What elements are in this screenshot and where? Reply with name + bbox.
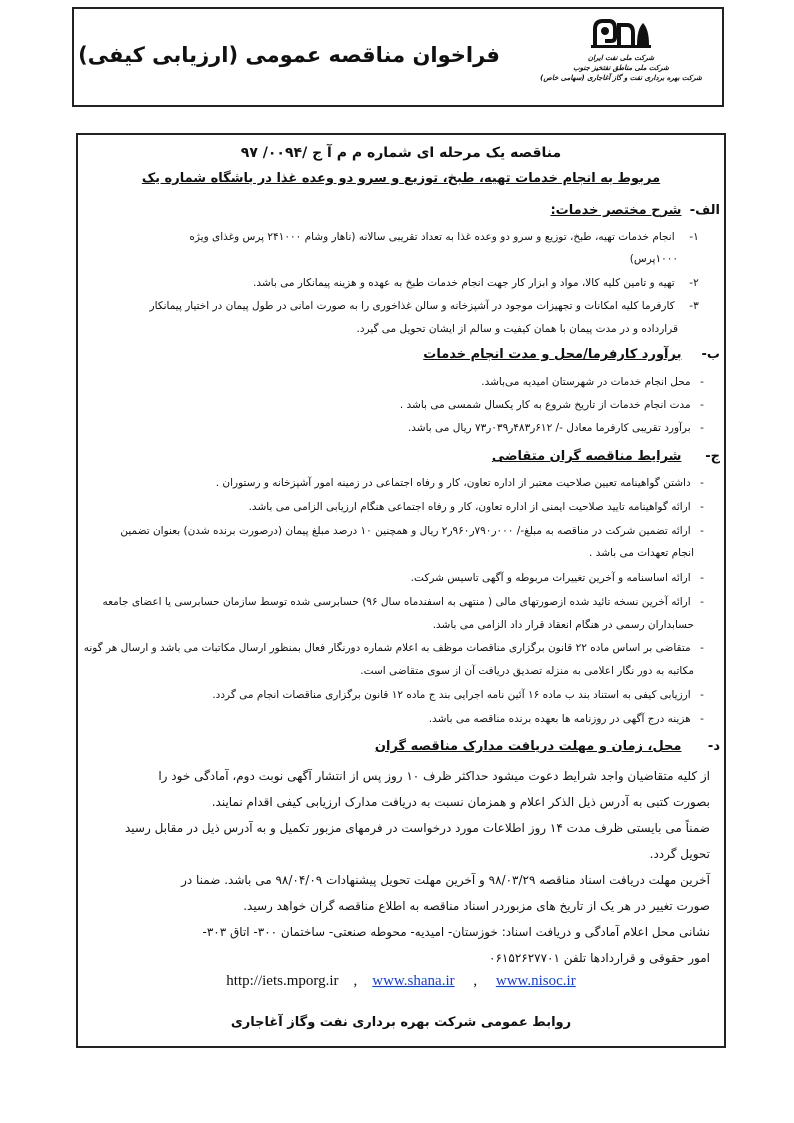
item-text: متقاضی بر اساس ماده ۲۲ قانون برگزاری مناقصات موظف به اعلام شماره دورنگار فعال بمنظور ارسال مکاتبات می باشد و ارسال هر گونه: [83, 642, 691, 654]
list-item: [86, 399, 710, 411]
bullet-dash: -: [700, 501, 704, 513]
section-b-title: برآورد کارفرما/محل و مدت انجام خدمات: [423, 347, 682, 362]
section-d-marker: د-: [707, 739, 720, 754]
company-logo: [526, 15, 716, 83]
link-separator: ,: [473, 973, 478, 989]
section-b-marker: ب-: [701, 347, 720, 362]
section-d-title: محل، زمان و مهلت دریافت مدارک مناقصه گران: [374, 739, 682, 754]
website-links: [78, 973, 724, 990]
bullet-dash: -: [700, 376, 704, 388]
bullet-dash: -: [700, 713, 704, 725]
paragraph-line: صورت تغییر در هر یک از تاریخ های مزبوردر اسناد مناقصه به اطلاع مناقصه گران خواهد رسید.: [243, 899, 710, 913]
item-number: ۲-: [689, 277, 699, 289]
bullet-dash: -: [700, 477, 704, 489]
item-text: ارائه آخرین نسخه تائید شده ازصورتهای مالی ( منتهی به اسفندماه سال ۹۶) حسابرسی شده توسط سازمان حسابرسی یا اعضای جامعه: [102, 596, 691, 608]
item-text: ارائه گواهینامه تایید صلاحیت ایمنی از اداره تعاون، کار و رفاه اجتماعی هنگام ارزیابی الزامی می باشد.: [248, 501, 691, 513]
page-title: فراخوان مناقصه عمومی (ارزیابی کیفی): [78, 43, 500, 67]
list-item: [86, 376, 710, 388]
section-c-heading: [86, 449, 720, 464]
item-number: ۳-: [689, 300, 699, 312]
item-text: برآورد تقریبی کارفرما معادل -/ ۶۱۲ر۴۸۳ر۰۳۹ر۷۳ ریال می باشد.: [407, 422, 691, 434]
item-text-cont: انجام تعهدات می باشد .: [589, 547, 694, 559]
item-text: داشتن گواهینامه تعیین صلاحیت معتبر از اداره تعاون، کار و رفاه اجتماعی در زمینه امور آشپزخانه و رستوران .: [215, 477, 691, 489]
bullet-dash: -: [700, 422, 704, 434]
paragraph-line: از کلیه متقاضیان واجد شرایط دعوت میشود حداکثر ظرف ۱۰ روز پس از انتشار آگهی نوبت دوم، آمادگی خود را: [158, 769, 710, 783]
footer-signature: روابط عمومی شرکت بهره برداری نفت وگاز آغاجاری: [230, 1015, 572, 1030]
bullet-dash: -: [700, 642, 704, 654]
list-item: [86, 277, 710, 289]
paragraph-line: ضمناً می بایستی ظرف مدت ۱۴ روز اطلاعات مورد درخواست در فرمهای مزبور تکمیل و به آدرس ذیل در مقابل رسید: [124, 821, 710, 835]
list-item: [86, 300, 710, 312]
link-shana[interactable]: www.shana.ir: [372, 973, 455, 989]
section-c-marker: ج-: [705, 449, 720, 464]
paragraph-line: تحویل گردد.: [649, 847, 710, 861]
section-b-heading: [86, 347, 720, 362]
header-box: [72, 7, 724, 107]
item-text: هزینه درج آگهی در روزنامه ها بعهده برنده مناقصه می باشد.: [428, 713, 691, 725]
paragraph-line: بصورت کتبی به آدرس ذیل الذکر اعلام و همزمان نسبت به دریافت مدارک ارزیابی کیفی اقدام نمایند.: [211, 795, 710, 809]
list-item: [86, 572, 710, 584]
bullet-dash: -: [700, 525, 704, 537]
item-text: تهیه و تامین کلیه کالا، مواد و ابزار کار جهت انجام خدمات طبخ به عهده و هزینه پیمانکار می باشد.: [252, 277, 675, 289]
link-iets[interactable]: http://iets.mporg.ir: [226, 973, 339, 989]
link-nisoc[interactable]: www.nisoc.ir: [495, 973, 576, 989]
list-item: [86, 713, 710, 725]
link-separator: ,: [353, 973, 358, 989]
logo-line-1: شرکت ملی نفت ایران: [587, 54, 655, 62]
nioc-logo-icon: [589, 15, 653, 49]
list-item: [86, 231, 710, 243]
item-text-cont: حسابداران رسمی در هنگام انعقاد قرار داد الزامی می باشد.: [432, 619, 694, 631]
section-a-title: شرح مختصر خدمات:: [550, 203, 682, 218]
item-text-cont: ۱۰۰۰پرس): [629, 253, 678, 265]
logo-line-3: شرکت بهره برداری نفت و گاز آغاجاری (سهامی خاص): [540, 74, 702, 82]
item-text: ارائه تضمین شرکت در مناقصه به مبلغ-/ ۰۰۰ر۷۹۰ر۹۶۰ر۲ ریال و همچنین ۱۰ درصد مبلغ پیمان (درصورت برنده شدن) بعنوان تضمین: [120, 525, 691, 537]
list-item: [83, 642, 710, 654]
section-a-heading: [86, 203, 720, 218]
item-text: انجام خدمات تهیه، طبخ، توزیع و سرو دو وعده غذا به تعداد تقریبی سالانه (ناهار وشام ۲۴۱۰۰۰ پرس وغذای ویژه: [189, 231, 675, 243]
item-text: کارفرما کلیه امکانات و تجهیزات موجود در آشپزخانه و سالن غذاخوری را به صورت امانی در طول پیمان در اختیار پیمانکار: [149, 300, 675, 312]
item-text: ارائه اساسنامه و آخرین تغییرات مربوطه و آگهی تاسیس شرکت.: [410, 572, 691, 584]
list-item: [86, 525, 710, 537]
section-a-marker: الف-: [689, 203, 720, 218]
bullet-dash: -: [700, 572, 704, 584]
notice-box: [76, 133, 726, 1048]
paragraph-line: نشانی محل اعلام آمادگی و دریافت اسناد: خوزستان- امیدیه- محوطه صنعتی- ساختمان ۳۰۰- اتاق ۳۰۳-: [202, 925, 710, 939]
paragraph-line: آخرین مهلت دریافت اسناد مناقصه ۹۸/۰۳/۲۹ و آخرین مهلت تحویل پیشنهادات ۹۸/۰۴/۰۹ می باشد. ضمنا در: [181, 873, 710, 887]
bullet-dash: -: [700, 399, 704, 411]
item-number: ۱-: [689, 231, 699, 243]
bullet-dash: -: [700, 596, 704, 608]
list-item: [86, 596, 710, 608]
list-item: [86, 501, 710, 513]
item-text: مدت انجام خدمات از تاریخ شروع به کار یکسال شمسی می باشد .: [399, 399, 691, 411]
item-text-cont: مکاتبه به دور نگار اعلامی به منزله تصدیق دریافت آن از سوی متقاضی است.: [360, 665, 694, 677]
paragraph-line: امور حقوقی و قراردادها تلفن ۰۶۱۵۲۶۲۷۷۰۱: [489, 951, 710, 965]
list-item: [86, 689, 710, 701]
notice-subtitle: مربوط به انجام خدمات تهیه، طبخ، توزیع و سرو دو وعده غذا در باشگاه شماره یک: [141, 171, 661, 186]
logo-line-2: شرکت ملی مناطق نفتخیز جنوب: [573, 64, 669, 72]
item-text-cont: قرارداده و در مدت پیمان با همان کیفیت و سالم از ایشان تحویل می گیرد.: [356, 323, 678, 335]
bullet-dash: -: [700, 689, 704, 701]
list-item: [86, 477, 710, 489]
item-text: ارزیابی کیفی به استناد بند ب ماده ۱۶ آئین نامه اجرایی بند ج ماده ۱۲ قانون برگزاری مناقصات انجام می گردد.: [212, 689, 691, 701]
item-text: محل انجام خدمات در شهرستان امیدیه می‌باشد.: [481, 376, 691, 388]
list-item: [86, 422, 710, 434]
notice-title: مناقصه یک مرحله ای شماره م م آ ج /۰۰۹۴/ ۹۷: [240, 145, 562, 161]
section-d-heading: [86, 739, 720, 754]
section-c-title: شرایط مناقصه گران متقاضی: [491, 449, 682, 464]
